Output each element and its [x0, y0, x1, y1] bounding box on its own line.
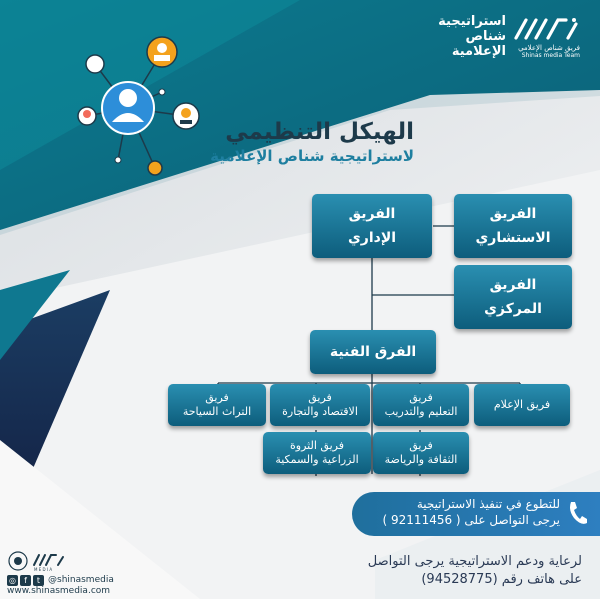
footer-logo-text: M E D I A [34, 567, 53, 572]
box-label: الفرق الفنية [329, 344, 417, 360]
box-label: الفريق [489, 206, 537, 222]
advisory-team-box [454, 194, 572, 258]
twitter-icon[interactable]: t [33, 575, 44, 586]
sponsor-contact [330, 553, 582, 589]
footer-logo [8, 550, 94, 572]
technical-teams-box [310, 330, 436, 374]
logo-name [430, 14, 506, 59]
shinas-logo-mark-icon [512, 16, 580, 42]
media-team-box [474, 384, 570, 426]
box-label: الزراعية والسمكية [275, 453, 359, 466]
sponsor-line: على هاتف رقم (94528775) [421, 572, 582, 587]
logo-team-ar: فريق شناص الإعلامي [518, 44, 580, 52]
box-label: التعليم والتدريب [384, 405, 458, 418]
heritage-team-box [168, 384, 266, 426]
box-label: المركزي [484, 301, 542, 317]
facebook-icon[interactable]: f [20, 575, 31, 586]
economy-team-box [270, 384, 370, 426]
box-label: الفريق [348, 206, 396, 222]
box-label: الفريق [489, 277, 537, 293]
logo-name-line: الإعلامية [451, 44, 506, 59]
logo-name-line: شناص [465, 29, 506, 44]
sponsor-line: لرعاية ودعم الاستراتيجية يرجى التواصل [367, 554, 582, 569]
website-link[interactable]: www.shinasmedia.com [7, 586, 111, 596]
box-label: الاستشاري [475, 230, 551, 246]
social-links [7, 574, 114, 586]
culture-team-box [373, 432, 469, 474]
volunteer-line: يرجى التواصل على ( 92111456 ) [382, 513, 560, 527]
social-handle[interactable]: @shinasmedia [48, 575, 114, 585]
box-label: الإداري [347, 230, 397, 246]
shinas-logo [430, 14, 580, 62]
box-label: الثقافة والرياضة [384, 453, 458, 466]
page-title: الهيكل التنظيمي [225, 119, 414, 145]
box-label: فريق [308, 391, 332, 404]
box-label: فريق [205, 391, 229, 404]
instagram-icon[interactable]: ◎ [7, 575, 18, 586]
box-label: التراث السياحة [182, 405, 252, 418]
volunteer-line: للتطوع في تنفيذ الاستراتيجية [416, 497, 560, 511]
central-team-box [454, 265, 572, 329]
box-label: فريق [409, 439, 433, 452]
box-label: فريق [409, 391, 433, 404]
logo-name-line: استراتيجية [438, 14, 506, 29]
agriculture-team-box [263, 432, 371, 474]
page-subtitle: لاستراتيجية شناص الإعلامية [210, 147, 414, 165]
volunteer-text [360, 496, 560, 528]
logo-team-en: Shinas media Team [521, 52, 580, 59]
education-team-box [373, 384, 469, 426]
phone-icon [566, 500, 588, 526]
admin-team-box [312, 194, 432, 258]
box-label: فريق الإعلام [493, 398, 551, 411]
box-label: الاقتصاد والتجارة [282, 405, 358, 418]
box-label: فريق الثروة [290, 439, 344, 452]
